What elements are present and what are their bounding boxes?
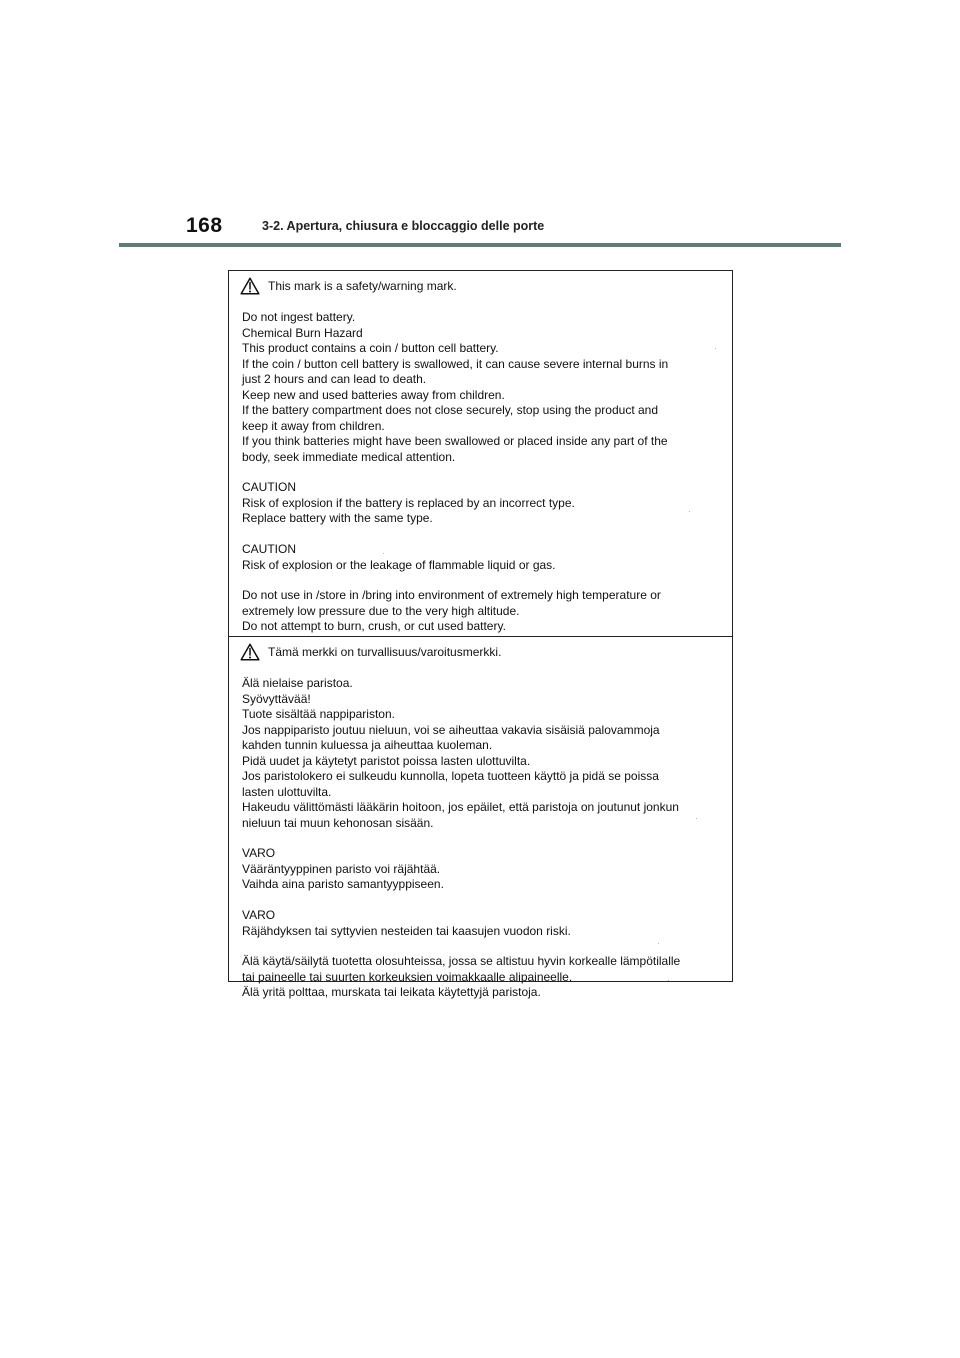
finnish-text-line: nieluun tai muun kehonosan sisään. [242, 815, 434, 830]
english-text-line: If you think batteries might have been swallowed or placed inside any part of the [242, 434, 668, 448]
english-caution-heading: CAUTION [242, 542, 296, 556]
scan-speck [696, 818, 697, 819]
finnish-text-line: Pidä uudet ja käytetyt paristot poissa lasten ulottuvilta. [242, 753, 531, 768]
english-text-line: body, seek immediate medical attention. [242, 449, 456, 464]
header-rule [119, 243, 841, 247]
english-text-line: Replace battery with the same type. [242, 511, 433, 525]
finnish-text-line: Räjähdyksen tai syttyvien nesteiden tai kaasujen vuodon riski. [242, 923, 571, 938]
finnish-caution-heading: VARO [242, 908, 276, 922]
english-text-line: just 2 hours and can lead to death. [242, 372, 427, 386]
english-text-line: If the battery compartment does not close securely, stop using the product and [242, 403, 659, 417]
scan-speck [383, 553, 384, 554]
finnish-mark-text: Tämä merkki on turvallisuus/varoitusmerkki. [268, 644, 502, 659]
scan-speck [658, 943, 659, 944]
finnish-text-line: tai paineelle tai suurten korkeuksien voimakkaalle alipaineelle. [242, 969, 573, 984]
warning-triangle-icon [240, 643, 260, 661]
finnish-text-line: Älä nielaise paristoa. [242, 676, 353, 690]
english-text-line: Do not attempt to burn, crush, or cut used battery. [242, 619, 506, 633]
english-caution-leakage [242, 542, 726, 573]
english-text-line: Do not use in /store in /bring into environment of extremely high temperature or [242, 588, 661, 602]
page-header [0, 0, 960, 250]
finnish-text-line: Tuote sisältää nappipariston. [242, 707, 395, 721]
scan-speck [689, 511, 690, 512]
finnish-text-line: Älä yritä polttaa, murskata tai leikata käytettyjä paristoja. [242, 985, 541, 999]
english-text-line: Risk of explosion if the battery is replaced by an incorrect type. [242, 495, 575, 510]
english-text-line: extremely low pressure due to the very high altitude. [242, 603, 520, 618]
english-text-line: Risk of explosion or the leakage of flammable liquid or gas. [242, 557, 556, 572]
finnish-text-line: Älä käytä/säilytä tuotetta olosuhteissa, jossa se altistuu hyvin korkealle lämpötilalle [242, 954, 681, 968]
english-warning-section [229, 271, 732, 636]
finnish-text-line: Vaihda aina paristo samantyyppiseen. [242, 877, 444, 891]
finnish-caution-explosion [242, 846, 726, 893]
finnish-battery-warning-text [242, 676, 726, 831]
finnish-text-line: lasten ulottuvilta. [242, 784, 332, 799]
warning-triangle-icon [240, 277, 260, 295]
finnish-text-line: Syövyttävää! [242, 691, 311, 706]
english-text-line: This product contains a coin / button cell battery. [242, 341, 499, 355]
finnish-text-line: kahden tunnin kuluessa ja aiheuttaa kuoleman. [242, 738, 493, 752]
finnish-text-line: Jos nappiparisto joutuu nieluun, voi se aiheuttaa vakavia sisäisiä palovammoja [242, 722, 660, 737]
scan-speck [668, 980, 669, 981]
battery-warning-box [228, 270, 733, 999]
finnish-warning-section [229, 638, 732, 999]
finnish-caution-heading: VARO [242, 846, 276, 860]
english-battery-warning-text [242, 310, 726, 465]
finnish-text-line: Vääräntyyppinen paristo voi räjähtää. [242, 861, 441, 876]
language-divider [229, 636, 732, 637]
english-safety-mark [240, 276, 457, 296]
finnish-safety-mark [240, 642, 501, 662]
english-text-line: Chemical Burn Hazard [242, 325, 363, 340]
english-caution-heading: CAUTION [242, 480, 296, 494]
finnish-storage-warning [242, 954, 726, 1001]
finnish-text-line: Hakeudu välittömästi lääkärin hoitoon, jos epäilet, että paristoja on joutunut jonkun [242, 800, 679, 814]
finnish-text-line: Jos paristolokero ei sulkeudu kunnolla, lopeta tuotteen käyttö ja pidä se poissa [242, 769, 659, 783]
section-title: 3-2. Apertura, chiusura e bloccaggio delle porte [262, 219, 545, 233]
english-text-line: If the coin / button cell battery is swallowed, it can cause severe internal burns in [242, 356, 669, 371]
english-caution-explosion [242, 480, 726, 527]
scan-speck [715, 348, 716, 349]
english-storage-warning [242, 588, 726, 635]
finnish-caution-leakage [242, 908, 726, 939]
english-text-line: keep it away from children. [242, 418, 385, 433]
page-number: 168 [186, 214, 223, 237]
english-text-line: Keep new and used batteries away from children. [242, 387, 505, 402]
english-text-line: Do not ingest battery. [242, 310, 356, 324]
english-mark-text: This mark is a safety/warning mark. [268, 278, 457, 293]
